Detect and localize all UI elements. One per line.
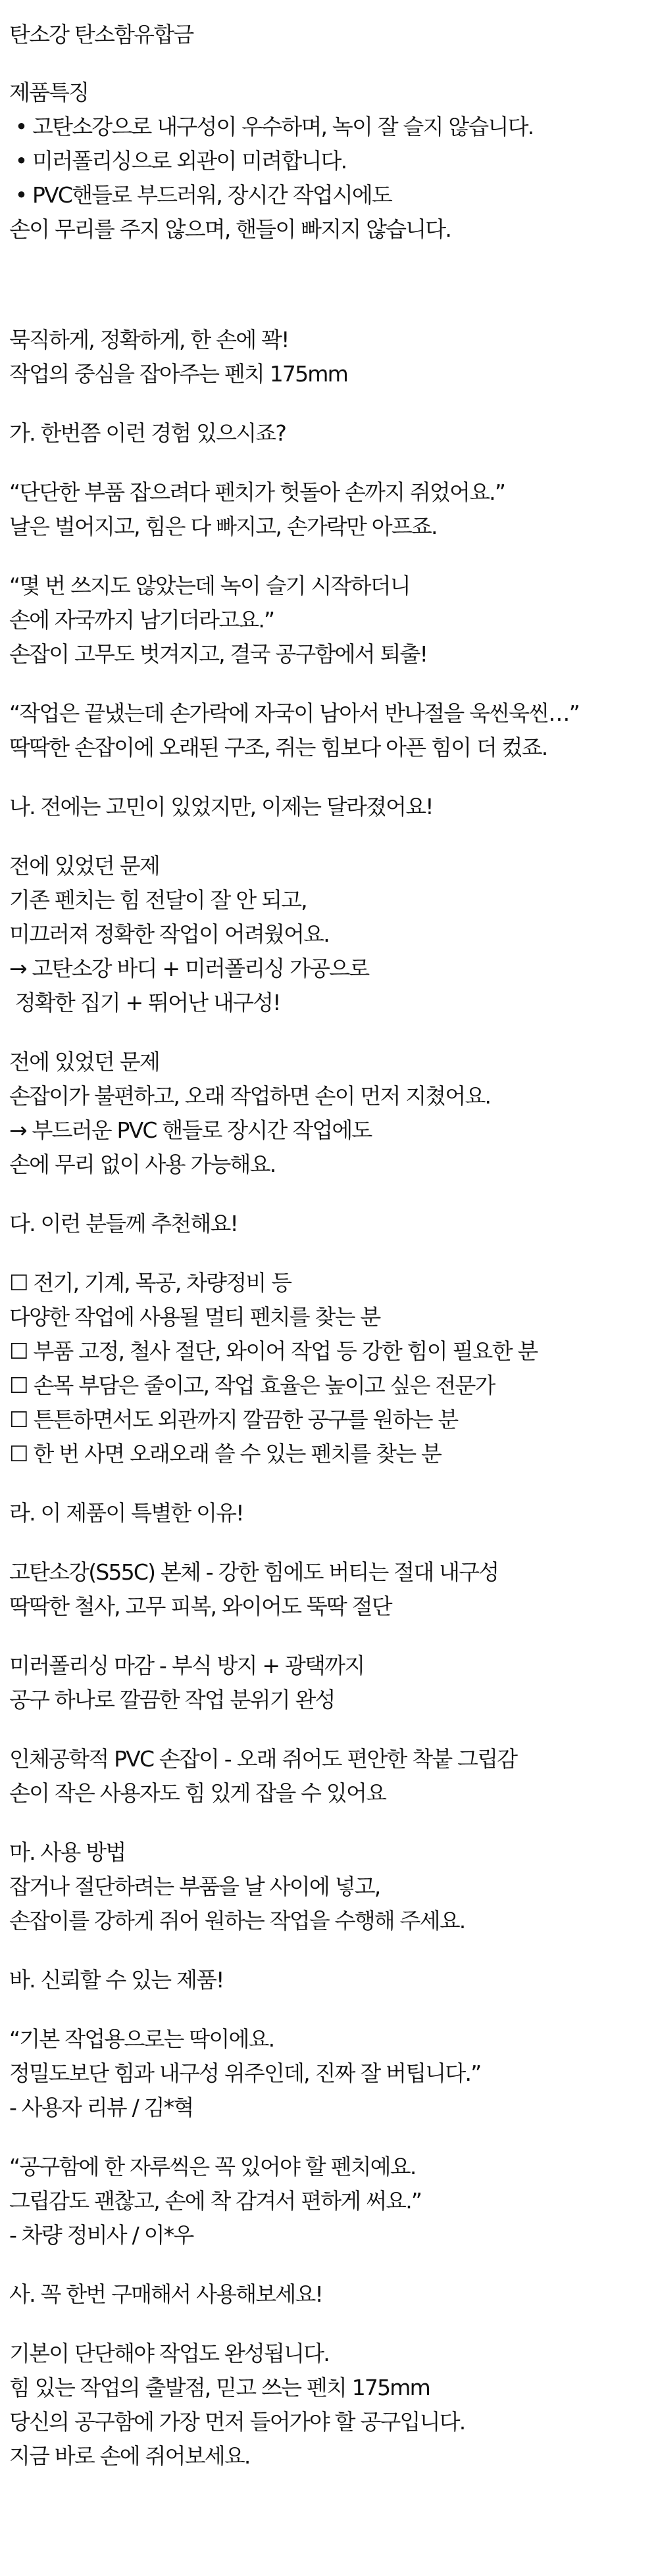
review-line: 정밀도보단 힘과 내구성 위주인데, 진짜 잘 버팁니다.” xyxy=(9,2060,481,2086)
recommend-item: ☐ 전기, 기계, 목공, 차량정비 등 xyxy=(9,1270,291,1296)
problem-line: 손잡이가 불편하고, 오래 작업하면 손이 먼저 지쳤어요. xyxy=(9,1083,491,1109)
section-heading-ma: 마. 사용 방법 xyxy=(9,1839,126,1865)
reason-line: 인체공학적 PVC 손잡이 - 오래 쥐어도 편안한 착붙 그립감 xyxy=(9,1746,517,1772)
feature-item: • PVC핸들로 부드러워, 장시간 작업시에도 xyxy=(9,182,392,208)
recommend-item: ☐ 부품 고정, 철사 절단, 와이어 작업 등 강한 힘이 필요한 분 xyxy=(9,1338,538,1364)
review-author: - 사용자 리뷰 / 김*혁 xyxy=(9,2095,193,2120)
reason-line: 손이 작은 사용자도 힘 있게 잡을 수 있어요 xyxy=(9,1780,386,1806)
closing-line: 당신의 공구함에 가장 먼저 들어가야 할 공구입니다. xyxy=(9,2409,465,2435)
problem-line: → 고탄소강 바디 + 미러폴리싱 가공으로 xyxy=(9,956,369,981)
feature-item: 손이 무리를 주지 않으며, 핸들이 빠지지 않습니다. xyxy=(9,216,451,242)
quote-line: “단단한 부품 잡으려다 펜치가 헛돌아 손까지 쥐었어요.” xyxy=(9,479,505,505)
review-line: 그립감도 괜찮고, 손에 착 감겨서 편하게 써요.” xyxy=(9,2188,422,2214)
recommend-item: ☐ 한 번 사면 오래오래 쓸 수 있는 펜치를 찾는 분 xyxy=(9,1441,442,1467)
quote-line: 날은 벌어지고, 힘은 다 빠지고, 손가락만 아프죠. xyxy=(9,514,437,539)
reason-line: 공구 하나로 깔끔한 작업 분위기 완성 xyxy=(9,1687,335,1713)
problem-line: 전에 있었던 문제 xyxy=(9,1049,159,1075)
features-heading: 제품특징 xyxy=(9,80,89,105)
problem-line: 전에 있었던 문제 xyxy=(9,853,159,879)
closing-line: 기본이 단단해야 작업도 완성됩니다. xyxy=(9,2341,329,2366)
section-heading-ba: 바. 신뢰할 수 있는 제품! xyxy=(9,1967,224,1993)
quote-line: 손에 자국까지 남기더라고요.” xyxy=(9,607,274,633)
usage-line: 손잡이를 강하게 쥐어 원하는 작업을 수행해 주세요. xyxy=(9,1908,465,1933)
section-heading-ra: 라. 이 제품이 특별한 이유! xyxy=(9,1500,243,1526)
intro-line: 묵직하게, 정확하게, 한 손에 꽉! xyxy=(9,327,289,352)
section-heading-sa: 사. 꼭 한번 구매해서 사용해보세요! xyxy=(9,2281,322,2307)
section-heading-da: 다. 이런 분들께 추천해요! xyxy=(9,1211,238,1236)
section-heading-na: 나. 전에는 고민이 있었지만, 이제는 달라졌어요! xyxy=(9,794,433,819)
usage-line: 잡거나 절단하려는 부품을 날 사이에 넣고, xyxy=(9,1874,380,1899)
section-heading-ga: 가. 한번쯤 이런 경험 있으시죠? xyxy=(9,420,286,446)
closing-line: 지금 바로 손에 쥐어보세요. xyxy=(9,2443,250,2469)
quote-line: 딱딱한 손잡이에 오래된 구조, 쥐는 힘보다 아픈 힘이 더 컸죠. xyxy=(9,735,547,760)
recommend-item: ☐ 튼튼하면서도 외관까지 깔끔한 공구를 원하는 분 xyxy=(9,1407,458,1432)
review-author: - 차량 정비사 / 이*우 xyxy=(9,2222,193,2248)
problem-line: 미끄러져 정확한 작업이 어려웠어요. xyxy=(9,921,329,947)
reason-line: 고탄소강(S55C) 본체 - 강한 힘에도 버티는 절대 내구성 xyxy=(9,1559,499,1585)
recommend-item: ☐ 손목 부담은 줄이고, 작업 효율은 높이고 싶은 전문가 xyxy=(9,1373,495,1398)
review-line: “기본 작업용으로는 딱이에요. xyxy=(9,2026,274,2052)
closing-line: 힘 있는 작업의 출발점, 믿고 쓰는 펜치 175mm xyxy=(9,2375,430,2400)
recommend-item: 다양한 작업에 사용될 멀티 펜치를 찾는 분 xyxy=(9,1304,380,1330)
feature-item: • 미러폴리싱으로 외관이 미려합니다. xyxy=(9,148,347,174)
reason-line: 딱딱한 철사, 고무 피복, 와이어도 뚝딱 절단 xyxy=(9,1593,392,1619)
intro-line: 작업의 중심을 잡아주는 펜치 175mm xyxy=(9,361,347,387)
problem-line: 기존 펜치는 힘 전달이 잘 안 되고, xyxy=(9,887,307,913)
feature-item: • 고탄소강으로 내구성이 우수하며, 녹이 잘 슬지 않습니다. xyxy=(9,114,534,139)
problem-line: 손에 무리 없이 사용 가능해요. xyxy=(9,1152,276,1177)
problem-line: → 부드러운 PVC 핸들로 장시간 작업에도 xyxy=(9,1117,372,1143)
quote-line: “작업은 끝냈는데 손가락에 자국이 남아서 반나절을 욱씬욱씬…” xyxy=(9,700,579,726)
problem-line: 정확한 집기 + 뛰어난 내구성! xyxy=(9,990,280,1015)
quote-line: 손잡이 고무도 벗겨지고, 결국 공구함에서 퇴출! xyxy=(9,641,428,667)
reason-line: 미러폴리싱 마감 - 부식 방지 + 광택까지 xyxy=(9,1653,365,1678)
quote-line: “몇 번 쓰지도 않았는데 녹이 슬기 시작하더니 xyxy=(9,573,410,598)
review-line: “공구함에 한 자루씩은 꼭 있어야 할 펜치예요. xyxy=(9,2154,416,2179)
product-title: 탄소강 탄소함유합금 xyxy=(9,22,193,47)
